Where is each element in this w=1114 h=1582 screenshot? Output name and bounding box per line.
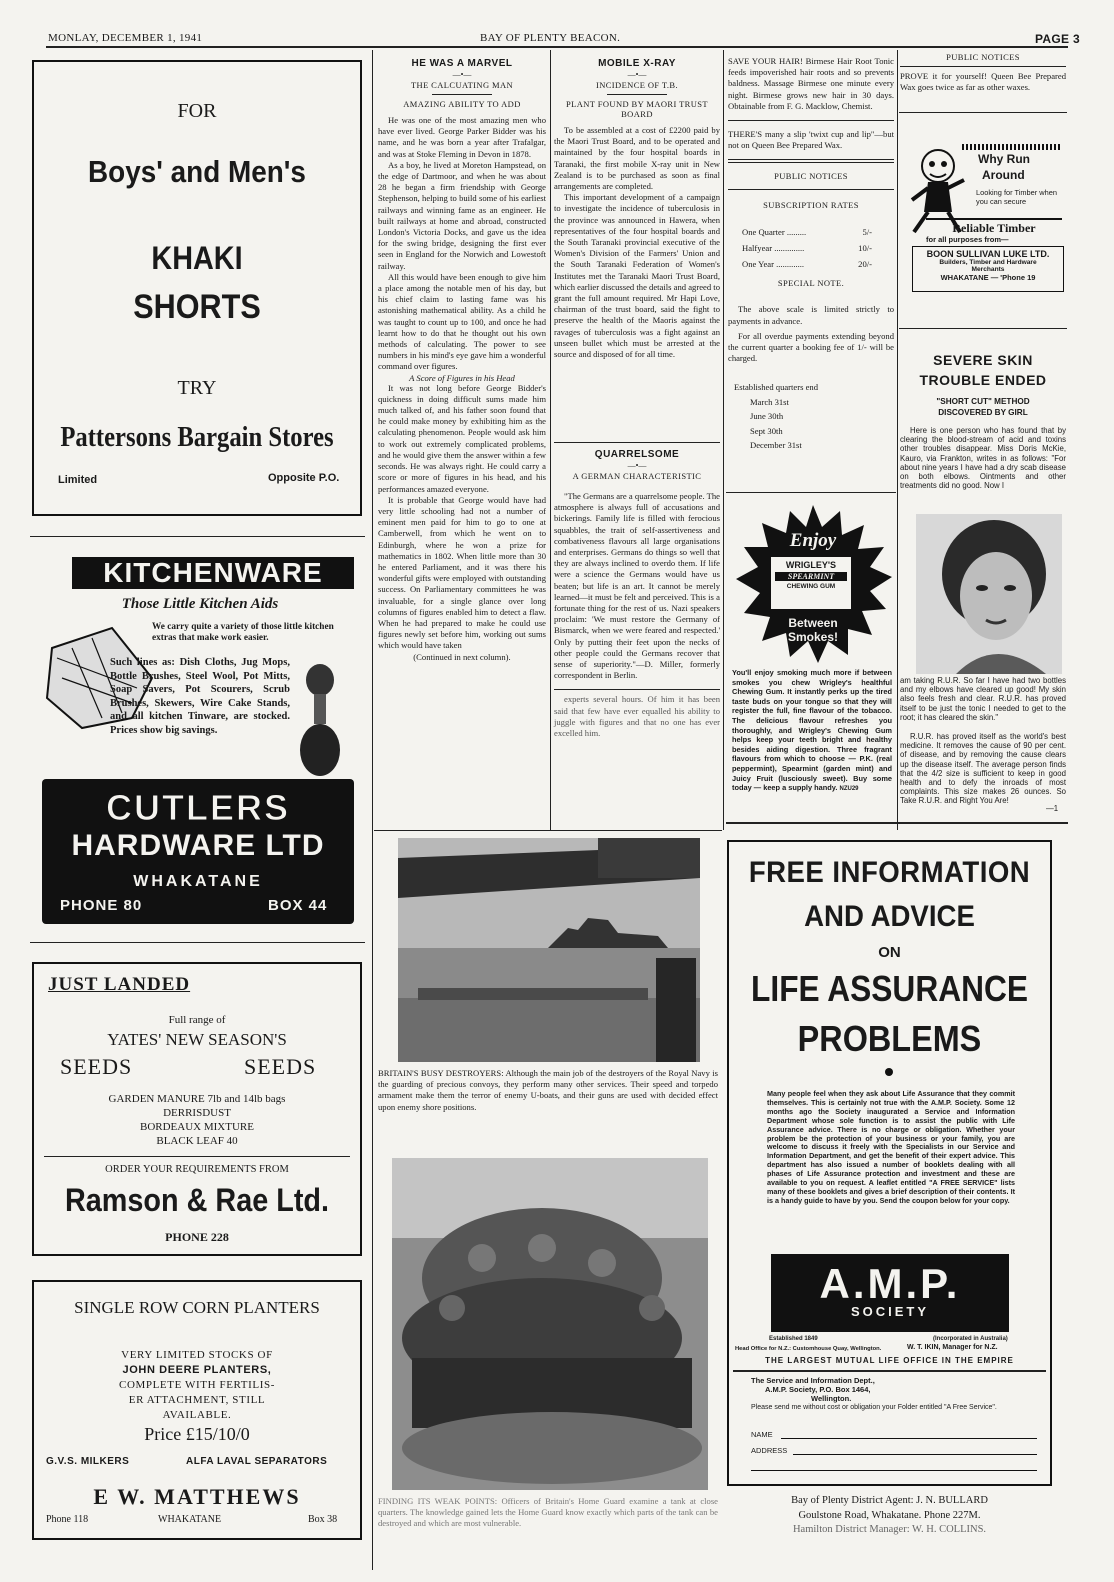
planters-title: SINGLE ROW CORN PLANTERS (74, 1298, 320, 1317)
header-rule (46, 46, 1068, 48)
amp-address-label: ADDRESS (751, 1446, 788, 1455)
rate-label: One Quarter ......... (742, 227, 807, 238)
divider (374, 830, 722, 831)
amp-largest: THE LARGEST MUTUAL LIFE OFFICE IN THE EMPIRE (765, 1356, 1014, 1365)
amp-est: Established 1849 (769, 1336, 818, 1342)
timber-reliable: Reliable Timber (926, 218, 1062, 236)
article-marvel (378, 58, 546, 662)
rate-label: One Year ............. (742, 259, 805, 270)
divider (728, 162, 894, 163)
amp-logo-text: A.M.P. (819, 1260, 961, 1307)
article-xray (554, 58, 720, 360)
seeds-right: SEEDS (244, 1054, 317, 1079)
notices-title: PUBLIC NOTICES (946, 52, 1020, 62)
seeds-left: SEEDS (60, 1054, 133, 1079)
ornament-divider: —•— (627, 70, 647, 79)
seeds-item: GARDEN MANURE 7lb and 14lb bags (108, 1093, 286, 1105)
timber-firm: BOON SULLIVAN LUKE LTD. (926, 249, 1050, 259)
destroyer-caption: BRITAIN'S BUSY DESTROYERS: Although the main job of the destroyers of the Royal Navy is the guarding of precious convoys, they perform many other services. Their speed and torpedo armament make them the terror of enemy U-boats, and their guns are used with decided effect upon enemy shore positions. (378, 1068, 718, 1112)
special-note: SPECIAL NOTE. (777, 278, 845, 289)
store-name: Pattersons Bargain Stores (60, 422, 334, 453)
planters-line: COMPLETE WITH FERTILIS- (119, 1379, 275, 1391)
amp-name-label: NAME (751, 1430, 773, 1439)
rate-value: 10/- (858, 243, 872, 254)
seeds-title: JUST LANDED (48, 974, 191, 995)
ad-line3: SHORTS (133, 288, 261, 326)
gum-type: CHEWING GUM (786, 583, 836, 590)
skin-end: —1 (1046, 804, 1059, 813)
paragraph: The above scale is limited strictly to payments in advance. (728, 304, 894, 326)
amp-society: SOCIETY (850, 1304, 930, 1319)
planters-milkers: G.V.S. MILKERS (46, 1456, 130, 1467)
timber-why: Why Run (978, 152, 1030, 166)
store-limited: Limited (58, 474, 98, 486)
timber-stripes (962, 144, 1062, 150)
cutlers-name: CUTLERS (106, 787, 290, 828)
cutlers-box: BOX 44 (268, 897, 328, 914)
cutlers-hardware: HARDWARE LTD (71, 829, 325, 862)
timber-builders: Builders, Timber and Hardware (939, 259, 1037, 266)
quarter-item: March 31st (750, 396, 789, 407)
divider (900, 66, 1066, 67)
cutlers-phone: PHONE 80 (60, 897, 143, 914)
skin-title-1: SEVERE SKIN (933, 352, 1033, 368)
amp-logo (771, 1254, 1009, 1332)
quarters (728, 380, 894, 453)
amp-address-field[interactable] (793, 1454, 1037, 1455)
newspaper-name: BAY OF PLENTY BEACON. (480, 32, 621, 44)
amp-head: Head Office for N.Z.: Customhouse Quay, Wellington. (735, 1346, 882, 1352)
amp-h5: PROBLEMS (797, 1018, 982, 1059)
wrigley-enjoy: Enjoy (789, 530, 837, 551)
skin-p2: am taking R.U.R. So far I have had two bottles and my elbows have cleared up good! My skin also feels fresh and clear. R.U.R. has proved itself to be just the tonic I needed to get to the root; it has cleared the skin." (900, 676, 1066, 722)
kitchen-tagline: Those Little Kitchen Aids (121, 596, 279, 612)
ornament-divider: —•— (627, 461, 647, 470)
timber-town: WHAKATANE — 'Phone 19 (940, 273, 1036, 282)
seeds-yates: YATES' NEW SEASON'S (107, 1030, 287, 1049)
column-divider (897, 50, 898, 830)
amp-coupon (751, 1376, 875, 1403)
seeds-firm: Ramson & Rae Ltd. (64, 1182, 330, 1218)
divider (44, 1156, 350, 1157)
gum-product: SPEARMINT (775, 572, 847, 581)
amp-coupon-request: Please send me without cost or obligation your Folder entitled "A Free Service". (751, 1404, 997, 1411)
tank-caption: FINDING ITS WEAK POINTS: Officers of Britain's Home Guard examine a tank at close quarters. The knowledge gained lets the Home Guard know exactly which parts of the tank can be destroyed and which are most vulnerable. (378, 1496, 718, 1529)
amp-inc: (Incorporated in Australia) (933, 1336, 1008, 1342)
planters-town: WHAKATANE (158, 1514, 222, 1525)
hair-notice: SAVE YOUR HAIR! Birmese Hair Root Tonic feeds impoverished hair roots and so prevents baldness. Massage Birmese one minute every night. Birmese grows new hair in 30 days. Obtainable from F. G. Macklow, Chemist. (728, 56, 894, 111)
article-quarrel (554, 442, 720, 739)
divider (728, 159, 894, 160)
ad-try: TRY (177, 377, 217, 399)
bullet-dot (885, 1068, 893, 1076)
divider (30, 942, 365, 943)
planters-line: VERY LIMITED STOCKS OF (121, 1349, 273, 1361)
amp-h4: LIFE ASSURANCE (751, 968, 1028, 1009)
divider (554, 689, 720, 690)
seeds-order: ORDER YOUR REQUIREMENTS FROM (105, 1164, 289, 1175)
column-divider (372, 50, 373, 1570)
amp-manager: W. T. IKIN, Manager for N.Z. (907, 1344, 998, 1351)
prove-notice: PROVE it for yourself! Queen Bee Prepared Wax goes twice as far as other waxes. (900, 71, 1066, 93)
divider (432, 94, 492, 95)
paragraph: It was not long before George Bidder's quickness in doing difficult sums made him much talked of, and his father soon found that he could make money by exhibiting him as the calculating phenomenon. People would ask him to work out extremely complicated problems, and he would give them the answer within a few seconds. He was always right. He could carry a score or more of figures in his head, and his performances amazed everyone. (378, 382, 546, 494)
amp-h2: AND ADVICE (804, 900, 975, 933)
divider (607, 94, 667, 95)
wrigley-code: NZU29 (839, 786, 859, 793)
planters-box: Box 38 (308, 1514, 338, 1525)
tank-image (392, 1158, 708, 1490)
rate-label: Halfyear .............. (742, 243, 805, 254)
ornament-divider: —•— (452, 70, 472, 79)
paragraph: It is probable that George would have had very little schooling had not a number of eminent men paid for him to go to one at Camberwell, from which he went on to Edinburgh, where he won a prize for mathematics in 1802. When little more than 30 he entered Parliament, and it was there his wonderful gifts were employed with outstanding success. On Parliamentary committees he was invaluable, for a single glance over long columns of figures enabled him to detect a flaw. When he had prepared to make he could use figures newly set before him, working out sums which would have taken (378, 494, 546, 651)
wrigley-body (732, 668, 892, 795)
article-subtitle: THE CALCUATING MAN (410, 80, 514, 90)
quarters-title: Established quarters end (734, 382, 819, 393)
ad-line2: KHAKI (151, 240, 243, 276)
divider (733, 1370, 1046, 1372)
article-subtitle: INCIDENCE OF T.B. (595, 80, 679, 90)
divider (30, 536, 365, 537)
paragraph: experts several hours. Of him it has been said that few have ever equalled his ability to juggle with figures and that no one has ever excelled him. (554, 694, 720, 739)
amp-body: Many people feel when they ask about Life Assurance that they commit themselves. This is certainly not true with the A.M.P. Society. Some 12 months ago the Society inaugurated a Service and Information Department whose sole function is to assist the public with Life Assurance advice. There is no charge or obligation. Whether your problem be the protection of your business or your family, you are welcome to discuss it freely with the Specialists in our Service and Information Department, and get the benefit of their expert advice. This department has also issued a number of booklets dealing with all phases of Life Assurance protection and investment and these are available to you on request. A leaflet entitled "A FREE SERVICE" lists many of these booklets and gives a brief description of their contents. It is a handy guide to have by you. Send the coupon below for your copy. (767, 1089, 1015, 1205)
divider (726, 822, 1068, 824)
article-skin (900, 352, 1066, 490)
seeds-item: DERRISDUST (163, 1107, 231, 1119)
wrigley-between: Between (788, 616, 838, 630)
column-divider (723, 50, 724, 830)
amp-h1: FREE INFORMATION (748, 856, 1031, 889)
quarter-item: Sept 30th (750, 425, 783, 436)
store-location: Opposite P.O. (268, 472, 340, 484)
paragraph: This important development of a campaign to investigate the incidence of tuberculosis in the province was announced in Hawera, when representatives of the four hospital boards and the South Taranaki provincial executive of the Women's Division of the Farmers' Union and the South Taranaki Federation of Women's Institutes met the Taranaki Maori Trust Board, which earlier discussed the details and agreed to grant the full amount required. Mr Hapi Love, chairman of the trust board, said the fight to preserve the health of the Maoris against the ravages of tuberculosis was a fight against an unseen bullet which must be arrested at the source and disposed of for all time. (554, 192, 720, 360)
column-3 (728, 56, 894, 453)
timber-looking: Looking for Timber when you can secure (976, 188, 1057, 206)
amp-coupon-line: A.M.P. Society, P.O. Box 1464, (765, 1385, 871, 1394)
seeds-item: BLACK LEAF 40 (156, 1135, 238, 1147)
cutlers-logo (42, 779, 354, 924)
article-subtitle: PLANT FOUND BY MAORI TRUST BOARD (565, 99, 708, 119)
amp-coupon-line: Wellington. (811, 1394, 852, 1403)
divider (728, 189, 894, 190)
subscription-title: SUBSCRIPTION RATES (763, 200, 859, 211)
paragraph: For all overdue payments extending beyond the current quarter a booking fee of 1/- will be charged. (728, 330, 894, 364)
ad-line1: Boys' and Men's (88, 154, 306, 189)
notices-title: PUBLIC NOTICES (774, 171, 848, 182)
article-title: QUARRELSOME (594, 449, 680, 460)
timber-purposes: for all purposes from— (926, 235, 1009, 244)
kitchenware-banner: KITCHENWARE (72, 557, 354, 589)
seeds-list (34, 1092, 360, 1148)
quarter-item: December 31st (750, 440, 802, 451)
agent-line: Goulstone Road, Whakatane. Phone 227M. (798, 1509, 981, 1521)
timber-merchants: Merchants (971, 266, 1005, 273)
quarter-item: June 30th (750, 411, 784, 422)
rate-row (742, 224, 894, 240)
rate-row (742, 240, 894, 256)
issue-date: MONLAY, DECEMBER 1, 1941 (48, 32, 203, 44)
article-title: HE WAS A MARVEL (411, 58, 513, 69)
agent-line: Bay of Plenty District Agent: J. N. BULLARD (791, 1495, 988, 1506)
amp-agent (727, 1494, 1052, 1538)
planters-price: Price £15/10/0 (144, 1424, 250, 1444)
rates-table (728, 224, 894, 272)
planters-line: AVAILABLE. (162, 1409, 232, 1421)
ad-for: FOR (177, 100, 217, 122)
destroyer-photo (398, 838, 700, 1062)
planters-line: ER ATTACHMENT, STILL (128, 1394, 266, 1406)
amp-name-field[interactable] (781, 1438, 1037, 1439)
seeds-item: BORDEAUX MIXTURE (140, 1121, 254, 1133)
ad-seeds (32, 962, 362, 1256)
divider (899, 328, 1067, 329)
planters-body (34, 1348, 360, 1423)
page-number: PAGE 3 (1035, 32, 1080, 46)
rate-row (742, 256, 894, 272)
rate-value: 20/- (858, 259, 872, 270)
paragraph: To be assembled at a cost of £2200 paid by the Maori Trust Board, and to be operated and maintained by the four hospital boards in Taranaki, the first mobile X-ray unit in New Zealand is to be purchased as soon as final arrangements are completed. (554, 125, 720, 192)
timber-box (912, 246, 1064, 292)
seeds-phone: PHONE 228 (165, 1230, 229, 1244)
agent-line: Hamilton District Manager: W. H. COLLINS. (792, 1524, 987, 1535)
tank-photo (392, 1158, 708, 1490)
ad-khaki-shorts (32, 60, 362, 516)
slip-notice: THERE'S many a slip 'twixt cup and lip"—but not on Queen Bee Prepared Wax. (728, 129, 894, 151)
ad-planters (32, 1280, 362, 1540)
woman-portrait-image (916, 514, 1062, 674)
cutlers-town: WHAKATANE (133, 873, 263, 890)
kitchen-intro: We carry quite a variety of those little kitchen extras that make work easier. (152, 622, 334, 643)
ad-timber (908, 138, 1064, 290)
skin-subtitle: "SHORT CUT" METHOD DISCOVERED BY GIRL (936, 397, 1030, 417)
skin-title-2: TROUBLE ENDED (919, 372, 1047, 388)
woman-portrait (916, 514, 1062, 674)
paragraph: He was one of the most amazing men who have ever lived. George Parker Bidder was his name, and he was born a year after Trafalgar, and was at Stoke Fleming in Devon in 1878. (378, 115, 546, 159)
planters-separators: ALFA LAVAL SEPARATORS (186, 1456, 328, 1467)
column-divider (550, 50, 551, 830)
paragraph: All this would have been enough to give him a place among the notable men of his day, but his chief claim to lasting fame was his astonishing mathematical ability. As a child he was taught to count up to 100, and once he had learnt how to do that he thought out his own methods of calculating. The power to see numbers in his mind's eye gave him a wonderful command over figures. (378, 271, 546, 372)
ad-amp (727, 840, 1052, 1486)
brush-icon (290, 660, 350, 780)
article-title: MOBILE X-RAY (598, 58, 676, 69)
column-4 (900, 52, 1066, 93)
divider (554, 442, 720, 443)
article-subtitle: AMAZING ABILITY TO ADD (403, 99, 521, 109)
article-subtitle: A GERMAN CHARACTERISTIC (572, 471, 702, 481)
planters-line: JOHN DEERE PLANTERS, (122, 1364, 272, 1376)
paragraph: "The Germans are a quarrelsome people. The atmosphere is always full of accusations and bickerings. Family life is filled with ferocious squabbles, the trait of self-assertiveness and combativeness flavours all large organisations and enterprises. Germans do things so well that they are always inclined to overdo them. If life were a science the Germans would have us beaten; but life is an art. It cannot be merely learned—it must be felt and perceived. This is a fortunate thing for the rest of us. Nazi speakers proclaim: 'We must restore the Germany of Bismarck, when we were feared and respected.' Only by putting their feet upon the necks of other people could the Germans recover that sense of superiority."—D. Miller, formerly correspondent in Berlin. (554, 491, 720, 681)
article-subhead: A Score of Figures in his Head (409, 372, 515, 383)
seeds-range: Full range of (168, 1014, 226, 1026)
wrigley-smokes: Smokes! (787, 630, 839, 644)
amp-h3: ON (878, 944, 901, 961)
planters-firm: E W. MATTHEWS (93, 1484, 301, 1509)
timber-around: Around (982, 168, 1025, 182)
gum-pack-icon (770, 556, 852, 610)
destroyer-image (398, 838, 700, 1062)
wrigley-text: You'll enjoy smoking much more if between smokes you chew Wrigley's healthful Chewing Gum. It instantly perks up the tired taste buds on your tongue so that they will register the full, fine flavour of the tobacco. The delicious flavour refreshes you thoroughly, and Wrigley's Chewing Gum helps keep your teeth bright and healthy besides aiding digestion. Three fragrant flavours from which to choose — P.K. (real peppermint), Spearmint (garden mint) and Juicy Fruit (lusciously sweet). Buy some today — keep a supply handy. (732, 668, 892, 793)
kitchen-body: Such lines as: Dish Cloths, Jug Mops, Bottle Brushes, Steel Wool, Pot Mitts, Soap Savers, Pot Scourers, Scrub Brushes, Skewers, Wire Cake Stands, and all kitchen Tinware, are stocked. Prices show big savings. (110, 657, 290, 736)
divider (728, 120, 894, 121)
paragraph: As a boy, he lived at Moreton Hampstead, on the edge of Dartmoor, and when he was about 28 he began a firm friendship with George Stephenson, helping to build some of his earliest railways and winning fame as an engineer. He built railways at home and abroad, constructed London's Victoria Docks, and gave us the idea for the swing bridge, designing the first ever seen in England for the Norwich and Lowestoft railway. (378, 159, 546, 271)
continued-note: (Continued in next column). (413, 651, 511, 662)
divider (899, 112, 1067, 113)
amp-address-field-2[interactable] (751, 1470, 1037, 1471)
skin-p1: Here is one person who has found that by clearing the blood-stream of acid and toxins other troubles disappear. Miss Doris McKie, Kauro, via Frankton, writes in as follows: "For about nine years I have had a dry scab disease on both elbows. Ointments and other treatments did no good. Now I (900, 426, 1066, 491)
divider (726, 492, 896, 493)
amp-coupon-line: The Service and Information Dept., (751, 1376, 875, 1385)
gum-brand: WRIGLEY'S (785, 560, 837, 570)
skin-p3: R.U.R. has proved itself as the world's best medicine. It removes the cause of 90 per cent. of disease, and by removing the cause clears up the disease itself. The average person finds that the 4/2 size is sufficient to keep in good health and to defy the inroads of most complaints. This size makes 26 ounces. So Take R.U.R. and Right You Are! (900, 732, 1066, 806)
rate-value: 5/- (862, 227, 872, 238)
planters-phone: Phone 118 (46, 1514, 89, 1525)
